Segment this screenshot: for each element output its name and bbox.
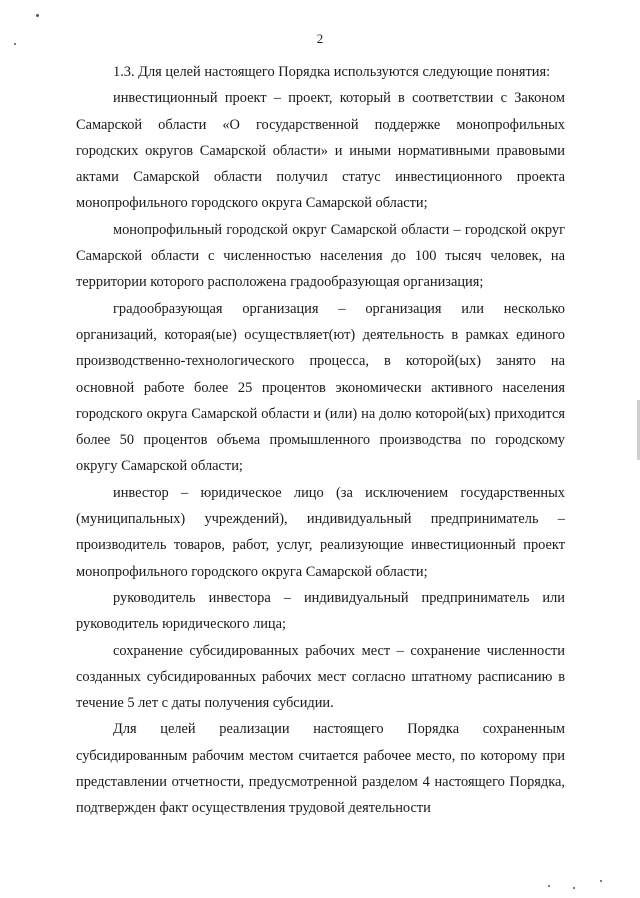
scan-speck [548, 885, 550, 887]
document-body [76, 59, 565, 822]
paragraph-monoprofile-district: монопрофильный городской округ Самарской области – городской округ Самарской области с численностью населения до 100 тысяч человек, на территории которого расположена градообразующая организация; [76, 221, 565, 291]
paragraph-investment-project: инвестиционный проект – проект, который в соответствии с Законом Самарской области «О государственной поддержке монопрофильных городских округов Самарской области» и иными нормативными правовыми актами Самарской области получил статус инвестиционного проекта монопрофильного городского округа Самарской области; [76, 90, 565, 212]
scan-speck [573, 887, 575, 889]
scan-speck [14, 43, 16, 45]
scan-speck [36, 14, 39, 17]
page-number: 2 [316, 31, 324, 46]
scan-speck [600, 880, 602, 882]
paragraph-investor-head: руководитель инвестора – индивидуальный предприниматель или руководитель юридического лица; [76, 589, 565, 633]
paragraph-city-forming-organization: градообразующая организация – организация или несколько организаций, которая(ые) осуществляет(ют) деятельность в рамках единого производственно-технологического процесса, в которой(ых) занято на основной работе более 25 процентов экономически активного населения городского округа Самарской области и (или) на долю которой(ых) приходится более 50 процентов объема промышленного производства по городскому округу Самарской области; [76, 300, 565, 475]
paragraph-investor: инвестор – юридическое лицо (за исключением государственных (муниципальных) учреждений), индивидуальный предприниматель – производитель товаров, работ, услуг, реализующие инвестиционный проект монопрофильного городского округа Самарской области; [76, 484, 565, 580]
paragraph-preserved-job-definition: Для целей реализации настоящего Порядка сохраненным субсидированным рабочим местом считается рабочее место, по которому при представлении отчетности, предусмотренной разделом 4 настоящего Порядка, подтвержден факт осуществления трудовой деятельности [76, 721, 565, 817]
paragraph-job-preservation: сохранение субсидированных рабочих мест – сохранение численности созданных субсидированных рабочих мест согласно штатному расписанию в течение 5 лет с даты получения субсидии. [76, 642, 565, 712]
paragraph-1-3-intro: 1.3. Для целей настоящего Порядка используются следующие понятия: [113, 64, 551, 80]
